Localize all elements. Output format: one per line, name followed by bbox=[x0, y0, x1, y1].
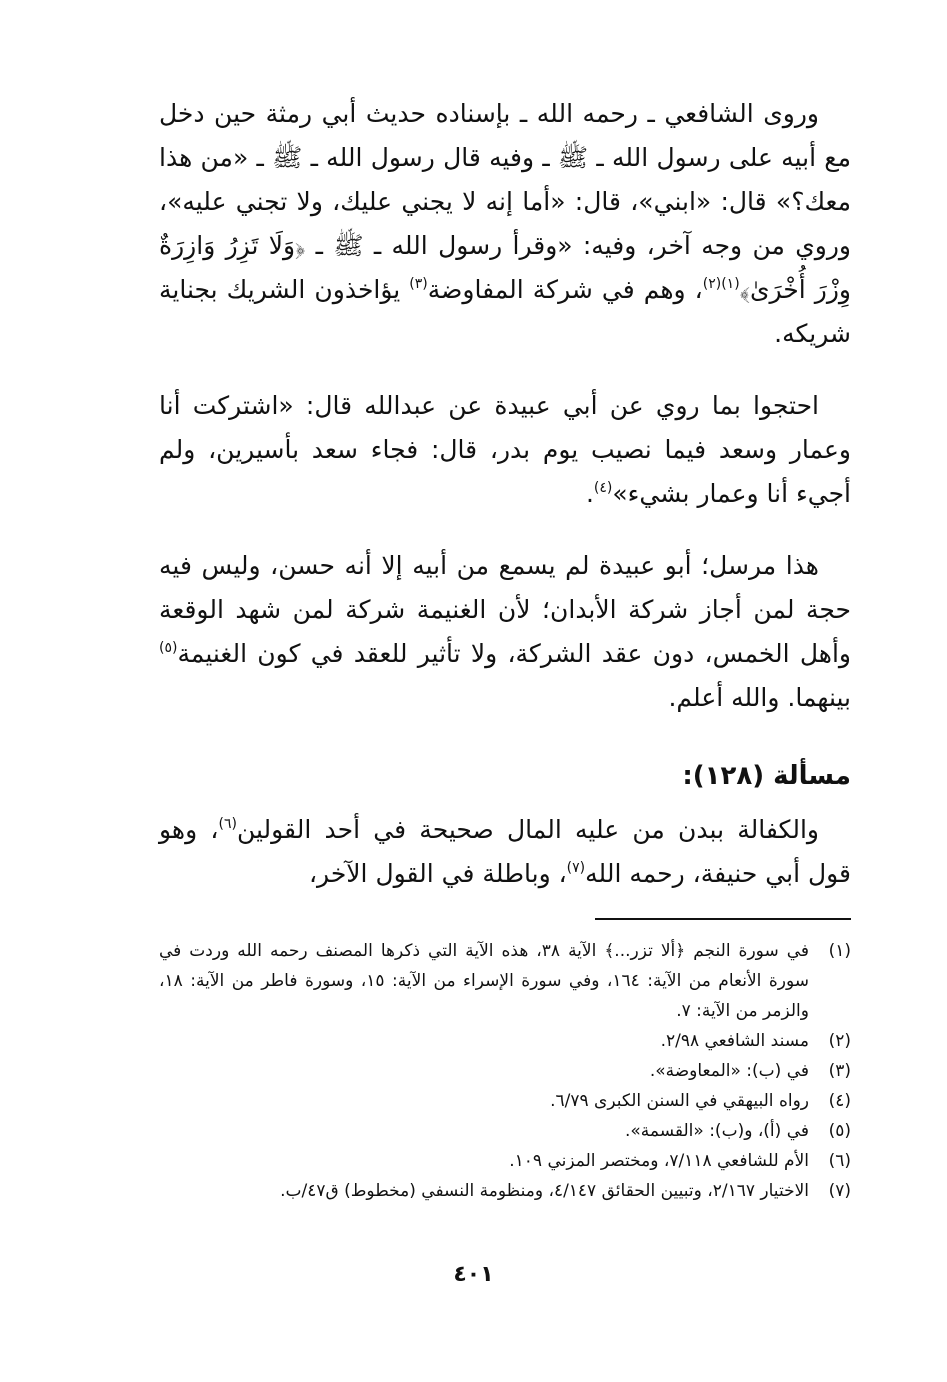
paragraph-4-text-c: ، وباطلة في القول الآخر، bbox=[308, 859, 567, 888]
footnote-ref-3: (٣) bbox=[409, 276, 428, 292]
footnote-6 bbox=[159, 1146, 851, 1176]
footnote-number: (١) bbox=[828, 941, 851, 961]
footnote-3 bbox=[159, 1056, 851, 1086]
paragraph-4-text-a: والكفالة ببدن من عليه المال صحيحة في أحد القولين bbox=[236, 815, 819, 844]
footnote-2 bbox=[159, 1026, 851, 1056]
footnote-text: في (ب): «المعاوضة». bbox=[649, 1061, 809, 1081]
footnote-ref-7: (٧) bbox=[566, 860, 586, 876]
footnote-divider bbox=[595, 918, 851, 920]
paragraph-4 bbox=[159, 808, 851, 896]
page-number: ٤٠١ bbox=[453, 1262, 494, 1287]
paragraph-1 bbox=[159, 92, 851, 356]
footnote-number: (٤) bbox=[828, 1091, 851, 1111]
footnote-number: (٥) bbox=[828, 1121, 851, 1141]
footnote-text: مسند الشافعي ٢/٩٨. bbox=[660, 1031, 809, 1051]
footnote-7 bbox=[159, 1176, 851, 1206]
main-text bbox=[159, 92, 851, 896]
paragraph-3 bbox=[159, 544, 851, 720]
paragraph-1-text-c: يؤاخذون الشريك بجناية شريكه. bbox=[159, 275, 851, 348]
paragraph-2-text-a: احتجوا بما روي عن أبي عبيدة عن عبدالله قال: «اشتركت أنا وعمار وسعد فيما نصيب يوم بدر، قال: فجاء سعد بأسيرين، ولم أجيء أنا وعمار بشيء» bbox=[159, 391, 851, 508]
paragraph-1-text-a: وروى الشافعي ـ رحمه الله ـ بإسناده حديث أبي رمثة حين دخل مع أبيه على رسول الله ـ ﷺ ـ وفيه قال رسول الله ـ ﷺ ـ «من هذا معك؟» قال: «ابني»، قال: «أما إنه لا يجني عليك، ولا تجني عليه»، وروي من وجه آخر، وفيه: «وقرأ رسول الله ـ ﷺ ـ ﴿وَلَا تَزِرُ وَازِرَةٌ وِزْرَ أُخْرَىٰ﴾ bbox=[159, 99, 851, 304]
paragraph-2-text-b: . bbox=[585, 479, 594, 508]
footnote-text: الاختيار ٢/١٦٧، وتبيين الحقائق ٤/١٤٧، ومنظومة النسفي (مخطوط) ق٤٧/ب. bbox=[280, 1181, 809, 1201]
footnote-text: في سورة النجم ﴿ألا تزر...﴾ الآية ٣٨، هذه الآية التي ذكرها المصنف رحمه الله وردت في سورة الأنعام من الآية: ١٦٤، وفي سورة الإسراء من الآية: ١٥، وسورة فاطر من الآية: ١٨، والزمر من الآية: ٧. bbox=[159, 941, 809, 1021]
footnote-text: في (أ)، و(ب): «القسمة». bbox=[624, 1121, 809, 1141]
footnote-text: الأم للشافعي ٧/١١٨، ومختصر المزني ١٠٩. bbox=[509, 1151, 809, 1171]
footnote-4 bbox=[159, 1086, 851, 1116]
paragraph-1-text-b: ، وهم في شركة المفاوضة bbox=[427, 275, 703, 304]
footnote-ref-5: (٥) bbox=[159, 640, 178, 656]
footnote-number: (٣) bbox=[828, 1061, 851, 1081]
footnote-1 bbox=[159, 936, 851, 1026]
footnote-ref-1-2: (١)(٢) bbox=[702, 276, 740, 292]
footnote-5 bbox=[159, 1116, 851, 1146]
footnotes bbox=[159, 936, 851, 1206]
footnote-number: (٢) bbox=[828, 1031, 851, 1051]
paragraph-3-text-b: بينهما. والله أعلم. bbox=[668, 683, 851, 712]
footnote-number: (٧) bbox=[828, 1181, 851, 1201]
paragraph-2 bbox=[159, 384, 851, 516]
footnote-number: (٦) bbox=[828, 1151, 851, 1171]
paragraph-3-text-a: هذا مرسل؛ أبو عبيدة لم يسمع من أبيه إلا أنه حسن، وليس فيه حجة لمن أجاز شركة الأبدان؛ لأن الغنيمة شركة لمن شهد الوقعة وأهل الخمس، دون عقد الشركة، ولا تأثير للعقد في كون الغنيمة bbox=[159, 551, 851, 668]
footnote-ref-6: (٦) bbox=[218, 816, 237, 832]
paragraph-4-text-b: ، وهو قول أبي حنيفة، رحمه الله bbox=[159, 815, 851, 888]
footnote-ref-4: (٤) bbox=[593, 480, 613, 496]
footnote-text: رواه البيهقي في السنن الكبرى ٦/٧٩. bbox=[550, 1091, 809, 1111]
section-heading: مسألة (١٢٨): bbox=[682, 761, 851, 791]
